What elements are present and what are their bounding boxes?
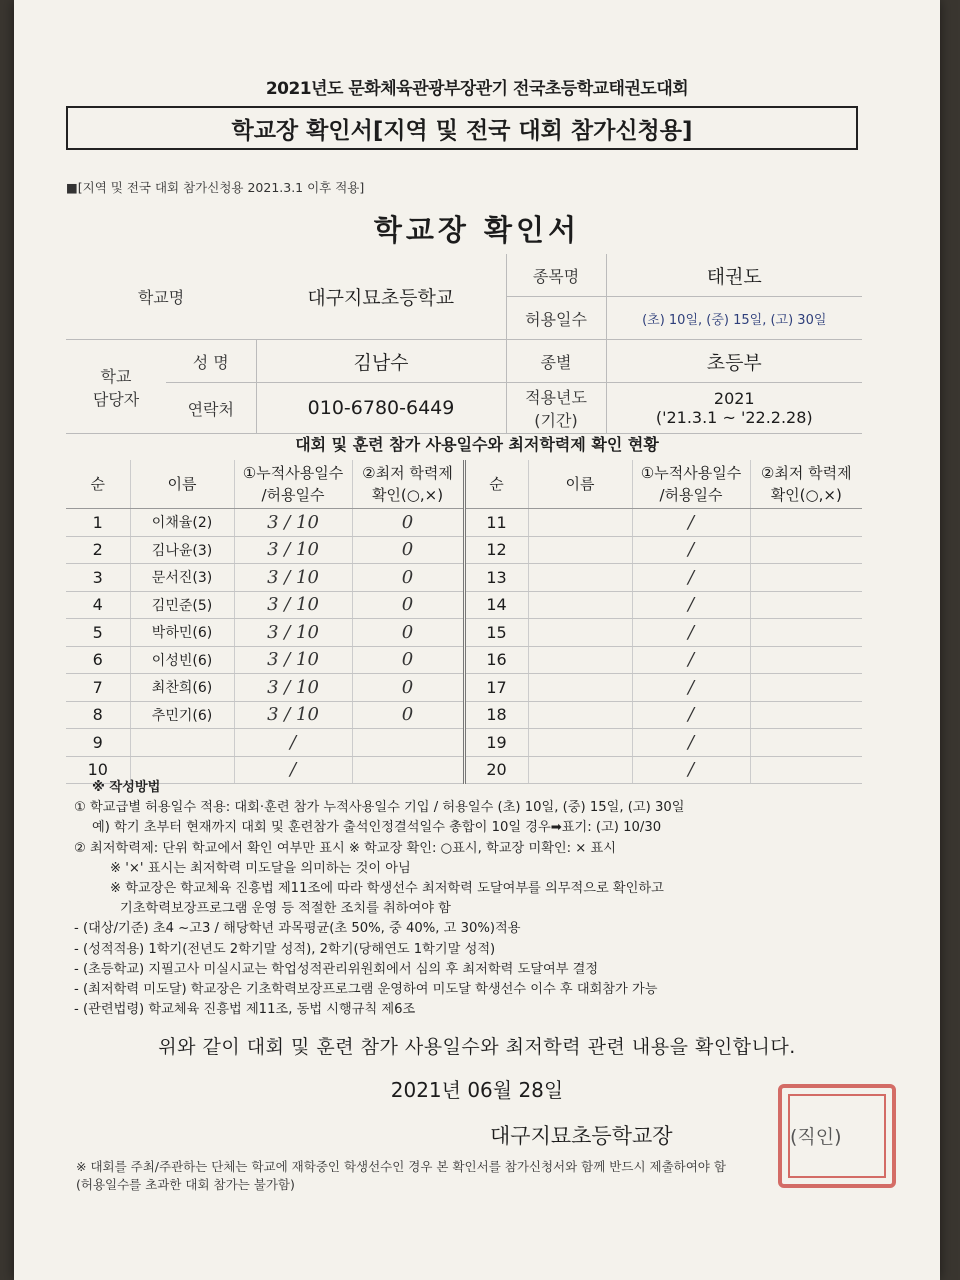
status-subheading: 대회 및 훈련 참가 사용일수와 최저학력제 확인 현황 (295, 435, 659, 454)
row-days: 3 / 10 (234, 619, 352, 647)
row-min-check (750, 701, 862, 729)
row-min-check (750, 729, 862, 757)
header-days-line1: ①누적사용일수 (242, 464, 344, 482)
row-days: 3 / 10 (234, 509, 352, 537)
header-min-line1: ②최저 학력제 (362, 464, 453, 482)
document-date: 2021년 06월 28일 (390, 1078, 564, 1102)
row-days: 3 / 10 (234, 646, 352, 674)
row-no: 18 (464, 701, 528, 729)
allow-value: (초) 10일, (중) 15일, (고) 30일 (606, 297, 862, 340)
header-min-left (352, 460, 464, 509)
table-row (66, 674, 862, 702)
row-name (528, 701, 632, 729)
manager-label-line2: 담당자 (92, 389, 140, 409)
row-days: 3 / 10 (234, 564, 352, 592)
row-days: / (632, 591, 750, 619)
year-label-line2: (기간) (534, 411, 578, 430)
row-min-check (352, 729, 464, 757)
event-title: 2021년도 문화체육관광부장관기 전국초등학교태권도대회 (265, 79, 689, 99)
table-row (66, 509, 862, 537)
header-days-line1: ①누적사용일수 (640, 464, 742, 482)
row-days: / (632, 701, 750, 729)
athlete-table-body (66, 509, 862, 784)
row-no: 16 (464, 646, 528, 674)
row-days: 3 / 10 (234, 536, 352, 564)
row-name: 문서진(3) (130, 564, 234, 592)
row-name (528, 564, 632, 592)
header-name-left: 이름 (130, 460, 234, 509)
row-min-check: 0 (352, 564, 464, 592)
instruction-line: - (초등학교) 지필고사 미실시교는 학업성적관리위원회에서 심의 후 최저학력 도달여부 결정 (74, 961, 599, 977)
row-name (528, 591, 632, 619)
year-label-line1: 적용년도 (525, 388, 587, 407)
row-no: 10 (66, 756, 130, 784)
event-value: 태권도 (606, 254, 862, 297)
header-days-line2: /허용일수 (261, 486, 325, 504)
row-name (528, 509, 632, 537)
header-no-left: 순 (66, 460, 130, 509)
row-name: 박하민(6) (130, 619, 234, 647)
row-min-check (750, 619, 862, 647)
allow-label: 허용일수 (506, 297, 606, 340)
row-name (528, 674, 632, 702)
row-no: 20 (464, 756, 528, 784)
athlete-table (66, 460, 862, 784)
school-value: 대구지묘초등학교 (256, 254, 506, 340)
row-min-check: 0 (352, 536, 464, 564)
row-no: 7 (66, 674, 130, 702)
row-days: 3 / 10 (234, 701, 352, 729)
row-days: / (632, 729, 750, 757)
row-min-check: 0 (352, 619, 464, 647)
row-no: 12 (464, 536, 528, 564)
header-min-line1: ②최저 학력제 (760, 464, 852, 482)
table-row (66, 536, 862, 564)
instruction-line: ※ 학교장은 학교체육 진흥법 제11조에 따라 학생선수 최저학력 도달여부를 의무적으로 확인하고 (110, 881, 664, 897)
instruction-line: 기초학력보장프로그램 운영 등 적절한 조치를 취하여야 함 (120, 901, 451, 917)
row-name (130, 729, 234, 757)
row-name (528, 619, 632, 647)
row-no: 19 (464, 729, 528, 757)
year-label (506, 383, 606, 434)
header-days-line2: /허용일수 (659, 486, 723, 504)
year-value-line2: ('21.3.1 ~ '22.2.28) (655, 408, 813, 427)
row-days: / (632, 509, 750, 537)
document-page (14, 0, 940, 1280)
instruction-line: ② 최저학력제: 단위 학교에서 확인 여부만 표시 ※ 학교장 확인: ○표시, 학교장 미확인: × 표시 (74, 840, 617, 856)
row-min-check: 0 (352, 701, 464, 729)
instruction-line: - (관련법령) 학교체육 진흥법 제11조, 동법 시행규칙 제6조 (74, 1002, 416, 1018)
row-no: 11 (464, 509, 528, 537)
event-label: 종목명 (506, 254, 606, 297)
form-title-box: 학교장 확인서[지역 및 전국 대회 참가신청용] (66, 106, 858, 150)
row-name: 김민준(5) (130, 591, 234, 619)
instruction-line: - (성적적용) 1학기(전년도 2학기말 성적), 2학기(당해연도 1학기말 성적) (74, 941, 496, 957)
name-value: 김남수 (256, 340, 506, 383)
row-no: 8 (66, 701, 130, 729)
row-min-check (750, 564, 862, 592)
instruction-line: 예) 학기 초부터 현재까지 대회 및 훈련참가 출석인정결석일수 총합이 10일 경우➡표기: (고) 10/30 (92, 820, 662, 836)
table-row (66, 646, 862, 674)
manager-label (66, 340, 166, 434)
row-days: / (632, 646, 750, 674)
table-header-row (66, 460, 862, 509)
row-min-check (750, 646, 862, 674)
row-days: / (234, 729, 352, 757)
header-min-line2: 확인(○,×) (770, 486, 842, 504)
applicability-note: ■[지역 및 전국 대회 참가신청용 2021.3.1 이후 적용] (66, 180, 365, 195)
instructions-heading: ※ 작성방법 (92, 780, 161, 795)
row-days: 3 / 10 (234, 591, 352, 619)
row-no: 6 (66, 646, 130, 674)
row-name: 최찬희(6) (130, 674, 234, 702)
row-name: 추민기(6) (130, 701, 234, 729)
contact-value: 010-6780-6449 (256, 383, 506, 434)
footnote (76, 1158, 896, 1194)
seal-label: (직인) (790, 1126, 842, 1148)
row-days: / (234, 756, 352, 784)
row-min-check (750, 674, 862, 702)
school-label: 학교명 (66, 254, 256, 340)
row-days: / (632, 619, 750, 647)
year-value (606, 383, 862, 434)
row-min-check (750, 591, 862, 619)
division-label: 종별 (506, 340, 606, 383)
row-no: 1 (66, 509, 130, 537)
row-days: / (632, 674, 750, 702)
instruction-line: ① 학교급별 허용일수 적용: 대회·훈련 참가 누적사용일수 기입 / 허용일수 (초) 10일, (중) 15일, (고) 30일 (74, 800, 685, 816)
header-min-right (750, 460, 862, 509)
manager-label-line1: 학교 (100, 366, 132, 386)
row-name: 김나윤(3) (130, 536, 234, 564)
contact-label: 연락처 (166, 383, 256, 434)
header-no-right: 순 (464, 460, 528, 509)
name-label: 성 명 (166, 340, 256, 383)
row-days: / (632, 756, 750, 784)
row-days: 3 / 10 (234, 674, 352, 702)
info-table (66, 254, 862, 434)
header-days-right (632, 460, 750, 509)
row-name: 이성빈(6) (130, 646, 234, 674)
header-name-right: 이름 (528, 460, 632, 509)
footnote-line2: (허용일수를 초과한 대회 참가는 불가함) (76, 1177, 295, 1192)
row-no: 13 (464, 564, 528, 592)
row-days: / (632, 536, 750, 564)
row-no: 3 (66, 564, 130, 592)
year-value-line1: 2021 (713, 389, 755, 408)
row-no: 9 (66, 729, 130, 757)
instruction-line: - (대상/기준) 초4 ~고3 / 해당학년 과목평균(초 50%, 중 40%, 고 30%)적용 (74, 921, 521, 937)
header-days-left (234, 460, 352, 509)
row-name: 이채율(2) (130, 509, 234, 537)
division-value: 초등부 (606, 340, 862, 383)
row-days: / (632, 564, 750, 592)
table-row (66, 701, 862, 729)
row-min-check: 0 (352, 674, 464, 702)
row-min-check (750, 509, 862, 537)
instruction-line: - (최저학력 미도달) 학교장은 기초학력보장프로그램 운영하여 미도달 학생선수 이수 후 대회참가 가능 (74, 982, 658, 998)
row-name (528, 729, 632, 757)
table-row (66, 564, 862, 592)
row-no: 5 (66, 619, 130, 647)
row-name (528, 646, 632, 674)
instruction-line: ※ '×' 표시는 최저학력 미도달을 의미하는 것이 아님 (110, 860, 411, 876)
row-no: 2 (66, 536, 130, 564)
row-no: 15 (464, 619, 528, 647)
row-name (528, 536, 632, 564)
row-no: 14 (464, 591, 528, 619)
row-min-check (750, 536, 862, 564)
table-row (66, 619, 862, 647)
row-no: 17 (464, 674, 528, 702)
header-min-line2: 확인(○,×) (371, 486, 444, 504)
footnote-line1: ※ 대회를 주최/주관하는 단체는 학교에 재학중인 학생선수인 경우 본 확인서를 참가신청서와 함께 반드시 제출하여야 함 (76, 1159, 726, 1174)
instructions (74, 778, 894, 1020)
confirmation-statement: 위와 같이 대회 및 훈련 참가 사용일수와 최저학력 관련 내용을 확인합니다. (158, 1036, 796, 1058)
row-min-check: 0 (352, 591, 464, 619)
principal-signature-line: 대구지묘초등학교장 (490, 1124, 673, 1148)
document-title: 학교장 확인서 (373, 213, 581, 247)
table-row (66, 729, 862, 757)
row-min-check: 0 (352, 646, 464, 674)
table-row (66, 591, 862, 619)
row-no: 4 (66, 591, 130, 619)
row-min-check: 0 (352, 509, 464, 537)
